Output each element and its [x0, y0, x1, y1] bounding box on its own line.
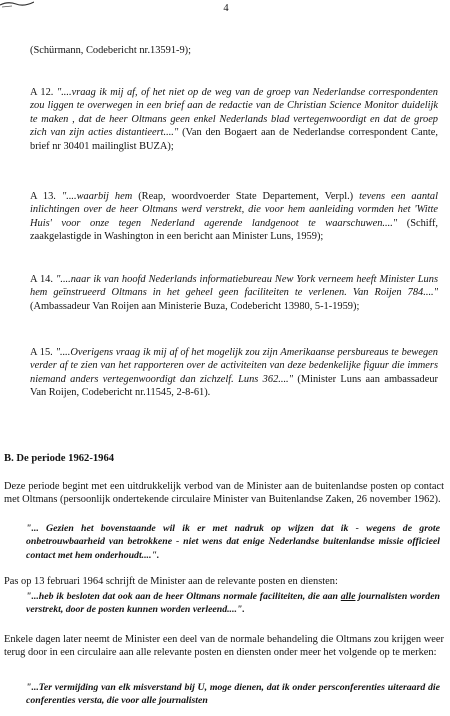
section-b-quote-2-text — [26, 590, 440, 617]
item-a15-quote: "....Overigens vraag ik mij af of het mogelijk zou zijn Amerikaanse persbureaus te bewegen verder af te zien van het rapporteren over de activiteiten van deze bedenkelijke figuur die immers niemand anders vertegenwoordigt dan zichzelf. Luns 362...." — [30, 347, 438, 385]
item-a14-label: A 14. — [30, 274, 53, 285]
item-a15-source: (Minister Luns aan ambassadeur Van Roijen, Codebericht nr.11545, 2-8-61). — [30, 373, 438, 399]
section-b-intro-text: Deze periode begint met een uitdrukkelijk verbod van de Minister aan de buitenlandse posten op contact met Oltmans (persoonlijk ondertekende circulaire Minister van Buitenlandse Zaken, 26 november 1962). — [4, 481, 444, 506]
item-a14-paragraph — [30, 273, 438, 313]
item-a13 — [30, 190, 438, 244]
item-a15-paragraph — [30, 346, 438, 400]
item-a13-label: A 13. — [30, 191, 56, 202]
section-b-paragraph-3 — [4, 633, 444, 660]
section-b-quote-1 — [26, 522, 440, 562]
section-b-paragraph-2 — [4, 575, 444, 588]
item-a13-source: (Schiff, zaakgelastigde in Washington in een bericht aan Minister Luns, 1959); — [30, 217, 438, 243]
item-a12 — [30, 86, 438, 153]
section-b-quote-3-text: "...Ter vermijding van elk misverstand bij U, moge dienen, dat ik onder persconferenties uiteraard die conferenties versta, die voor alle journalisten — [26, 682, 440, 707]
item-a13-quote-start: "....waarbij hem — [61, 191, 133, 202]
item-a14-source: (Ambassadeur Van Roijen aan Ministerie Buza, Codebericht 13980, 5-1-1959); — [30, 300, 360, 312]
scan-artifact-mark — [0, 0, 34, 8]
item-a12-paragraph — [30, 86, 438, 153]
item-a13-quote-end: tevens een aantal inlichtingen over de heer Oltmans werd verstrekt, die voor hem aanleiding vormden het 'Witte Huis' voor onze tegen Nederland agerende landgenoot te waarschuwen...." — [30, 191, 438, 229]
section-b-paragraph-2-text: Pas op 13 februari 1964 schrijft de Minister aan de relevante posten en diensten: — [4, 576, 338, 587]
reference-schurmann — [30, 44, 438, 57]
reference-text: (Schürmann, Codebericht nr.13591-9); — [30, 45, 192, 56]
section-b-quote-2-part2: journalisten worden verstrekt, door de posten kunnen worden verleend....". — [26, 591, 440, 616]
item-a13-paragraph — [30, 190, 438, 244]
item-a13-middle: (Reap, woordvoerder State Departement, Verpl.) — [138, 191, 354, 202]
page-number: 4 — [223, 3, 229, 14]
item-a15 — [30, 346, 438, 400]
section-b-quote-3 — [26, 681, 440, 708]
section-b-intro — [4, 480, 444, 507]
item-a12-quote: "....vraag ik mij af, of het niet op de weg van de groep van Nederlandse correspondenten zou liggen te overwegen in een brief aan de redactie van de Christian Science Monitor duidelijk te maken , dat de heer Oltmans geen enkel Nederlands blad vertegenwoordigt en dat de groep zich van zijn acties distantieert...." — [30, 87, 438, 139]
item-a15-label: A 15. — [30, 347, 53, 358]
section-b-heading: B. De periode 1962-1964 — [4, 453, 115, 464]
section-b-paragraph-3-text: Enkele dagen later neemt de Minister een deel van de normale behandeling die Oltmans zou krijgen weer terug door in een circulaire aan alle relevante posten en diensten onder meer het volgende op te merken: — [4, 634, 444, 659]
section-b-quote-2-underlined-word: alle — [340, 591, 356, 602]
section-b-quote-2-part1: "...heb ik besloten dat ook aan de heer Oltmans normale faciliteiten, die aan — [26, 591, 341, 602]
section-b-quote-1-text: "... Gezien het bovenstaande wil ik er met nadruk op wijzen dat ik - wegens de grote onbetrouwbaarheid van betrokkene - niet wens dat enige Nederlandse buitenlandse missie officieel contact met hem onderhoudt....". — [26, 523, 440, 561]
item-a12-source: (Van den Bogaert aan de Nederlandse correspondent Cante, brief nr 30401 mailinglist BUZA); — [30, 127, 438, 152]
item-a12-label: A 12. — [30, 87, 54, 98]
item-a14-quote: "....naar ik van hoofd Nederlands informatiebureau New York verneem heeft Minister Luns hem geïnstrueerd Oltmans in het geheel geen faciliteiten te verlenen. Van Roijen 784...." — [30, 274, 438, 299]
item-a14 — [30, 273, 438, 313]
section-b-quote-2 — [26, 590, 440, 617]
